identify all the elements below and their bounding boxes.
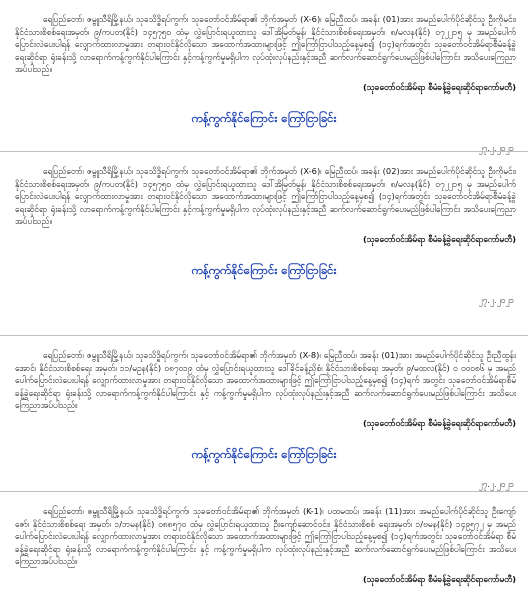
notice-3-body: ရေပြည်တော်၊ ဇမ္ဗူသီရိမြို့နယ်၊ သုခသိဒ္ဓိရပ်ကွက်၊ သုခတော်ဝင်အိမ်ရာ၏ ဘိုက်အမှတ် (X-8)၊ မြေညီထပ်၊ အခန်း (01)အား အမည်ပေါက်ပိုင်ဆိုင်သူ ဦးညီထွန်းအောင်၊ နိုင်ငံသားစိစစ်ရေး အမှတ်၊ ၁၁/မဥန(နိုင်) ၀၈၇၀၁၉ ထံမှ လွှဲပြောင်းရယူထားသူ ဒေါ်ခိုင်ခန့်ညိုစံ၊ နိုင်ငံသားစိစစ်ရေး အမှတ်၊ ၉/မထလ(နိုင်) ၀ ၀၀၀၈၆ မှ အမည်ပေါက်ပြောင်းလဲပေးပါရန် လျှောက်ထားလာမှုအား တရားဝင်နိုင်လိုသော အထောက်အထားများဖြင့် ဤကြော်ငြာပါသည့်နေ့မှစ၍ (၁၄)ရက် အတွင်း သုခတော်ဝင်အိမ်ရာစီမံခန့်ခွဲရေးဆိုင်ရာ ရုံးခန်းသို့ လာရောက်ကန့်ကွက်နိုင်ပါကြောင်း နှင့် ကန့်ကွက်မှုမရှိပါက လုပ်ထုံးလုပ်နည်းနှင့်အညီ ဆက်လက်ဆောင်ရွက်ပေးမည်ဖြစ်ပါကြောင်း အသိပေးကြေညာအပ်ပါသည်။ <box>15 350 516 411</box>
notice-2 <box>0 152 528 306</box>
notice-1-body: ရေပြည်တော်၊ ဇမ္ဗူသီရိမြို့နယ်၊ သုခသိဒ္ဓိရပ်ကွက်၊ သုခတော်ဝင်အိမ်ရာ၏ ဘိုက်အမှတ် (X-6)၊ မြေညီထပ်၊ အခန်း (01)အား အမည်ပေါက်ပိုင်ဆိုင်သူ ဦးကိုမင်း၊ နိုင်ငံသားစိစစ်ရေးအမှတ်၊ ၉/ကပတ(နိုင်) ၁၄၅၇၅၀ ထံမှ လွှဲပြောင်းရယူထားသူ ဒေါ်အိမြတ်မွန်၊ နိုင်ငံသားစိစစ်ရေးအမှတ်၊ ၈/မလန(နိုင်) ၀၇၂၂၁၅ မှ အမည်ပေါက်ပြောင်းလဲပေးပါရန် လျှောက်ထားလာမှုအား တရားဝင်နိုင်လိုသော အထောက်အထားများဖြင့် ဤကြော်ငြာပါသည့်နေ့မှစ၍ (၁၄)ရက်အတွင်း သုခတော်ဝင်အိမ်ရာစီမံခန့်ခွဲရေးဆိုင်ရာ ရုံးခန်းသို့ လာရောက်ကန့်ကွက်နိုင်ပါကြောင်း နှင့်ကန့်ကွက်မှုမရှိပါက လုပ်ထုံးလုပ်နည်းနှင့်အညီ ဆက်လက်ဆောင်ရွက်ပေးမည်ဖြစ်ပါကြောင်း အသိပေးကြေညာအပ်ပါသည်။ <box>15 14 516 75</box>
notice-3-signature: (သုခတော်ဝင်အိမ်ရာ စီမံခန့်ခွဲရေးဆိုင်ရာကော်မတီ) <box>362 417 516 428</box>
notice-2-date: ၂၇.၂.၂၀၂၁ <box>478 294 514 305</box>
notice-3-objection-heading: ကန့်ကွက်နိုင်ကြောင်း ကြော်ငြာခြင်း <box>191 446 337 461</box>
notice-3-date: ၂၇.၂.၂၀၂၁ <box>478 478 514 489</box>
notice-1-objection-heading: ကန့်ကွက်နိုင်ကြောင်း ကြော်ငြာခြင်း <box>191 110 337 125</box>
notice-1-date: ၂၇.၂.၂၀၂၁ <box>478 142 514 153</box>
notice-2-objection-heading: ကန့်ကွက်နိုင်ကြောင်း ကြော်ငြာခြင်း <box>191 262 337 277</box>
notice-4-body: ရေပြည်တော်၊ ဇမ္ဗူသီရိမြို့နယ်၊ သုခသိဒ္ဓိရပ်ကွက်၊ သုခတော်ဝင်အိမ်ရာ၏ ဘိုက်အမှတ် (K-1)၊ ပထမထပ်၊ အခန်း (11)အား အမည်ပေါက်ပိုင်ဆိုင်သူ ဦးကျော်ဇော်၊ နိုင်ငံသားစိစစ်ရေး အမှတ်၊ ၁/ဘမန(နိုင်) ၀၈၈၅၇၀ ထံမှ လွှဲပြောင်းရယူထားသူ ဦးကျော်ဆောင်ဝင်း၊ နိုင်ငံသားစိစစ် ရေးအမှတ်၊ ၁/ဗမန(နိုင်) ၁၄၉၅၇၂ မှ အမည်ပေါက်ပြောင်းလဲပေးပါရန် လျှောက်ထားလာမှုအား တရားဝင်နိုင်လိုသော အထောက်အထားများဖြင့် ဤကြော်ငြာပါသည့်နေ့မှစ၍ (၁၄)ရက်အတွင်း သုခတော်ဝင်အိမ်ရာ စီမံခန့်ခွဲရေးဆိုင်ရာ ရုံးခန်းသို့ လာရောက်ကန့်ကွက်နိုင်ပါကြောင်း နှင့် ကန့်ကွက်မှုမရှိပါက လုပ်ထုံးလုပ်နည်းနှင့်အညီ ဆက်လက်ဆောင်ရွက်ပေးမည်ဖြစ်ပါကြောင်း အသိပေးကြေညာအပ်ပါသည်။ <box>15 506 516 567</box>
notice-4 <box>0 492 528 586</box>
notice-2-signature: (သုခတော်ဝင်အိမ်ရာ စီမံခန့်ခွဲရေးဆိုင်ရာကော်မတီ) <box>362 233 516 244</box>
notice-3 <box>0 336 528 490</box>
notice-1-signature: (သုခတော်ဝင်အိမ်ရာ စီမံခန့်ခွဲရေးဆိုင်ရာကော်မတီ) <box>362 81 516 92</box>
notice-4-signature: (သုခတော်ဝင်အိမ်ရာ စီမံခန့်ခွဲရေးဆိုင်ရာကော်မတီ) <box>362 573 516 584</box>
notice-2-body: ရေပြည်တော်၊ ဇမ္ဗူသီရိမြို့နယ်၊ သုခသိဒ္ဓိရပ်ကွက်၊ သုခတော်ဝင်အိမ်ရာ၏ ဘိုက်အမှတ် (X-6)၊ မြေညီထပ်၊ အခန်း (02)အား အမည်ပေါက်ပိုင်ဆိုင်သူ ဦးကိုမင်း၊ နိုင်ငံသားစိစစ်ရေးအမှတ်၊ ၉/ကပတ(နိုင်) ၁၄၅၇၅၀ ထံမှ လွှဲပြောင်းရယူထားသူ ဒေါ်အိမြတ်မွန်၊ နိုင်ငံသားစိစစ်ရေးအမှတ်၊ ၈/မလန(နိုင်) ၀၇၂၂၁၅ မှ အမည်ပေါက်ပြောင်းလဲပေးပါရန် လျှောက်ထားလာမှုအား တရားဝင်နိုင်လိုသော အထောက်အထားများဖြင့် ဤကြော်ငြာပါသည့်နေ့မှစ၍ (၁၄)ရက်အတွင်း သုခတော်ဝင်အိမ်ရာစီမံခန့်ခွဲရေးဆိုင်ရာ ရုံးခန်းသို့ လာရောက်ကန့်ကွက်နိုင်ပါကြောင်း နှင့်ကန့်ကွက်မှုမရှိပါက လုပ်ထုံးလုပ်နည်းနှင့်အညီ ဆက်လက်ဆောင်ရွက်ပေးမည်ဖြစ်ပါကြောင်း အသိပေးကြေညာအပ်ပါသည်။ <box>15 166 516 227</box>
notice-1 <box>0 0 528 154</box>
